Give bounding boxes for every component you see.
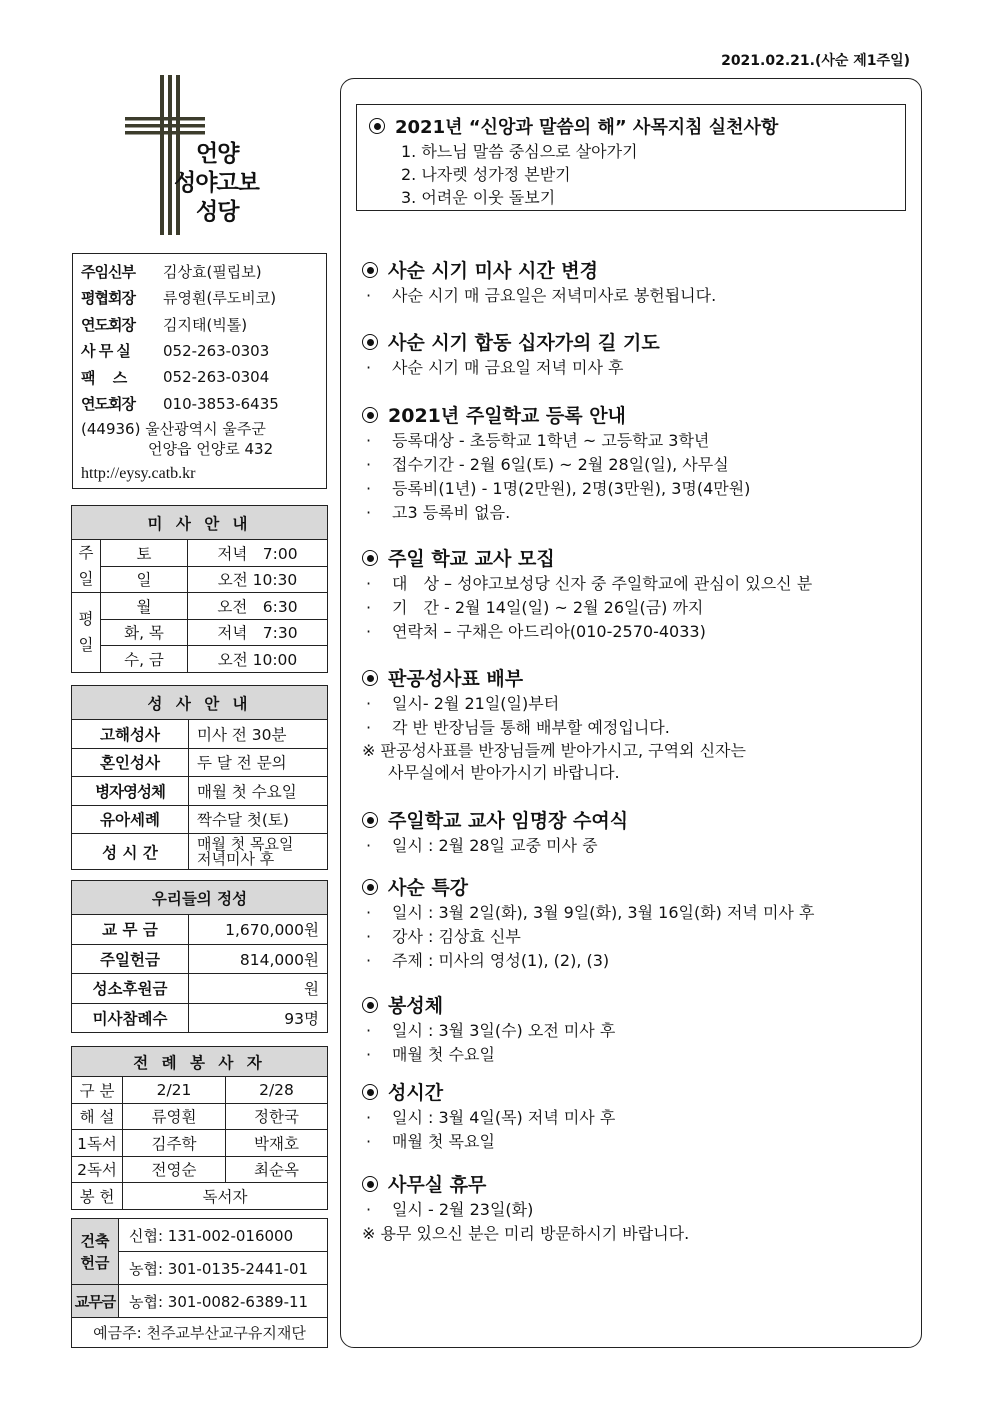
section-title: 주일 학교 교사 모집	[388, 548, 555, 570]
info-value: 류영훤(루도비코)	[163, 289, 277, 308]
liturgy-label: 구 분	[72, 1077, 123, 1104]
bullseye-icon	[362, 1176, 378, 1192]
info-label: 사 무 실	[81, 342, 130, 361]
notice-item: 일시 - 2월 23일(화)	[392, 1200, 534, 1219]
mass-day: 일	[101, 566, 188, 593]
guideline-item: 3. 어려운 이웃 돌보기	[401, 188, 556, 207]
info-row	[81, 391, 318, 418]
weekday-label: 평일	[72, 593, 101, 673]
table-title: 우리들의 정성	[72, 881, 328, 915]
notice-section	[362, 403, 912, 525]
bullet-dot: ·	[366, 622, 372, 641]
section-title: 2021년 주일학교 등록 안내	[388, 405, 626, 427]
notice-note: ※ 용무 있으신 분은 미리 방문하시기 바랍니다.	[362, 1224, 690, 1243]
notice-section	[362, 330, 912, 380]
notice-item: 매월 첫 수요일	[392, 1045, 495, 1064]
sacrament-info: 저녁미사 후	[197, 849, 275, 868]
notice-item: 일시 : 3월 2일(화), 3월 9일(화), 3월 16일(화) 저녁 미사 후	[392, 903, 815, 922]
mass-time: 오전 10:00	[188, 646, 328, 673]
bank-account-table	[71, 1218, 328, 1348]
bullet-dot: ·	[366, 286, 372, 305]
notice-section	[362, 875, 912, 973]
table-title: 전 례 봉 사 자	[72, 1047, 328, 1077]
notice-note: 사무실에서 받아가시기 바랍니다.	[388, 763, 620, 782]
notice-item: 각 반 반장님들 통해 배부할 예정입니다.	[392, 718, 670, 737]
info-label: 주임신부	[81, 262, 135, 281]
info-row	[81, 338, 318, 365]
sacrament-name: 성 시 간	[72, 834, 189, 870]
parish-logo-text	[174, 140, 259, 227]
mass-day: 토	[101, 540, 188, 567]
info-row	[81, 258, 318, 285]
info-value: 010-3853-6435	[163, 394, 279, 413]
section-title: 2021년 “신앙과 말씀의 해” 사목지침 실천사항	[395, 117, 779, 138]
liturgy-label: 2독서	[72, 1156, 123, 1183]
notice-item: 일시 : 3월 3일(수) 오전 미사 후	[392, 1021, 616, 1040]
address-line: 언양읍 언양로 432	[148, 440, 274, 458]
sunday-label: 주일	[72, 540, 101, 593]
sacrament-info: 미사 전 30분	[189, 720, 328, 749]
mass-time: 오전 6:30	[188, 593, 328, 620]
liturgy-label: 1독서	[72, 1130, 123, 1157]
bullseye-icon	[362, 334, 378, 350]
account-holder: 예금주: 천주교부산교구유지재단	[72, 1318, 328, 1348]
notice-section	[362, 808, 912, 858]
mass-day: 월	[101, 593, 188, 620]
info-label: 팩 스	[81, 368, 127, 387]
logo-line: 성야고보	[174, 170, 259, 196]
info-label: 연도회장	[81, 395, 135, 414]
logo-line: 성당	[196, 199, 239, 225]
bullseye-icon	[362, 812, 378, 828]
offering-label: 교 무 금	[72, 915, 189, 945]
fund-label: 교무금	[72, 1285, 119, 1318]
bullet-dot: ·	[366, 431, 372, 450]
bullet-dot: ·	[366, 1108, 372, 1127]
info-label: 연도회장	[81, 315, 135, 334]
account-number: 농협: 301-0082-6389-11	[119, 1285, 328, 1318]
notice-item: 주제 : 미사의 영성(1), (2), (3)	[392, 951, 610, 970]
notice-item: 일시 : 3월 4일(목) 저녁 미사 후	[392, 1108, 616, 1127]
notice-item: 연락처 – 구채은 아드리아(010-2570-4033)	[392, 622, 706, 641]
bullseye-icon	[362, 262, 378, 278]
info-row	[81, 311, 318, 338]
pastoral-guidelines	[356, 104, 906, 211]
liturgy-servers-table	[71, 1046, 328, 1210]
address-line: (44936) 울산광역시 울주군	[81, 420, 266, 438]
sacrament-name: 혼인성사	[72, 748, 189, 777]
bullseye-icon	[362, 670, 378, 686]
offering-label: 성소후원금	[72, 974, 189, 1004]
notice-section	[362, 993, 912, 1067]
section-title: 성시간	[388, 1082, 444, 1104]
liturgy-name: 최순옥	[226, 1156, 328, 1183]
section-title: 판공성사표 배부	[388, 668, 524, 690]
notice-section	[362, 1080, 912, 1154]
info-row	[81, 364, 318, 391]
sacrament-table	[71, 685, 328, 870]
notice-section	[362, 666, 912, 784]
notice-note: ※ 판공성사표를 반장님들께 받아가시고, 구역외 신자는	[362, 741, 746, 760]
bullet-dot: ·	[366, 694, 372, 713]
notice-item: 강사 : 김상효 신부	[392, 927, 521, 946]
liturgy-date: 2/28	[226, 1077, 328, 1104]
notice-item: 일시- 2월 21일(일)부터	[392, 694, 560, 713]
info-value: 052-263-0303	[163, 341, 270, 360]
sacrament-name: 유아세례	[72, 805, 189, 834]
bullet-dot: ·	[366, 1132, 372, 1151]
section-title: 사순 시기 미사 시간 변경	[388, 260, 598, 282]
offering-amount: 원	[189, 974, 328, 1004]
section-title: 사순 시기 합동 십자가의 길 기도	[388, 332, 660, 354]
info-label: 평협회장	[81, 289, 135, 308]
bullet-dot: ·	[366, 598, 372, 617]
offering-amount: 93명	[189, 1003, 328, 1033]
notice-item: 등록대상 - 초등학교 1학년 ~ 고등학교 3학년	[392, 431, 710, 450]
section-title: 사순 특강	[388, 877, 469, 899]
bullet-dot: ·	[366, 836, 372, 855]
liturgy-name: 정한국	[226, 1103, 328, 1130]
guideline-item: 2. 나자렛 성가정 본받기	[401, 165, 571, 184]
table-title: 미 사 안 내	[72, 506, 328, 540]
notice-section	[362, 546, 912, 644]
bullet-dot: ·	[366, 503, 372, 522]
bullet-dot: ·	[366, 718, 372, 737]
mass-time: 저녁 7:00	[188, 540, 328, 567]
bullet-dot: ·	[366, 1021, 372, 1040]
liturgy-name: 전영순	[123, 1156, 226, 1183]
guideline-item: 1. 하느님 말씀 중심으로 살아가기	[401, 142, 638, 161]
notice-item: 사순 시기 매 금요일은 저녁미사로 봉헌됩니다.	[392, 286, 717, 305]
fund-label: 건축헌금	[80, 1231, 110, 1272]
notice-section	[362, 1172, 912, 1246]
notice-item: 대 상 – 성야고보성당 신자 중 주일학교에 관심이 있으신 분	[392, 574, 813, 593]
offering-table	[71, 880, 328, 1033]
liturgy-name: 박재호	[226, 1130, 328, 1157]
bullet-dot: ·	[366, 927, 372, 946]
bullet-dot: ·	[366, 903, 372, 922]
notice-item: 기 간 - 2월 14일(일) ~ 2월 26일(금) 까지	[392, 598, 704, 617]
mass-day: 화, 목	[101, 619, 188, 646]
account-number: 신협: 131-002-016000	[119, 1219, 328, 1252]
bullseye-icon	[362, 879, 378, 895]
info-value: 김상효(필립보)	[163, 262, 262, 281]
sacrament-info: 짝수달 첫(토)	[189, 805, 328, 834]
notice-item: 고3 등록비 없음.	[392, 503, 511, 522]
liturgy-name: 류영훤	[123, 1103, 226, 1130]
bullet-dot: ·	[366, 1200, 372, 1219]
liturgy-label: 해 설	[72, 1103, 123, 1130]
notice-item: 사순 시기 매 금요일 저녁 미사 후	[392, 358, 624, 377]
section-title: 주일학교 교사 임명장 수여식	[388, 810, 629, 832]
bullet-dot: ·	[366, 358, 372, 377]
logo-line: 언양	[196, 141, 239, 167]
account-number: 농협: 301-0135-2441-01	[119, 1252, 328, 1285]
contact-info	[72, 253, 327, 489]
bullseye-icon	[369, 118, 385, 134]
bullet-dot: ·	[366, 479, 372, 498]
mass-time: 오전 10:30	[188, 566, 328, 593]
mass-schedule-table	[71, 505, 328, 673]
bullet-dot: ·	[366, 574, 372, 593]
bullseye-icon	[362, 407, 378, 423]
notice-item: 일시 : 2월 28일 교중 미사 중	[392, 836, 598, 855]
liturgy-date: 2/21	[123, 1077, 226, 1104]
website-link[interactable]: http://eysy.catb.kr	[81, 465, 196, 482]
liturgy-label: 봉 헌	[72, 1183, 123, 1210]
offering-label: 미사참례수	[72, 1003, 189, 1033]
section-title: 사무실 휴무	[388, 1174, 487, 1196]
notice-item: 등록비(1년) - 1명(2만원), 2명(3만원), 3명(4만원)	[392, 479, 751, 498]
sacrament-name: 병자영성체	[72, 777, 189, 806]
notice-section	[362, 258, 912, 308]
sacrament-name: 고해성사	[72, 720, 189, 749]
bulletin-date: 2021.02.21.(사순 제1주일)	[721, 53, 910, 69]
liturgy-name: 독서자	[123, 1183, 328, 1210]
sacrament-info: 두 달 전 문의	[189, 748, 328, 777]
bullet-dot: ·	[366, 1045, 372, 1064]
notice-item: 접수기간 - 2월 6일(토) ~ 2월 28일(일), 사무실	[392, 455, 729, 474]
sacrament-info: 매월 첫 목요일	[197, 834, 294, 853]
bullet-dot: ·	[366, 455, 372, 474]
mass-day: 수, 금	[101, 646, 188, 673]
address	[81, 419, 318, 459]
sacrament-info: 매월 첫 수요일	[189, 777, 328, 806]
notice-item: 매월 첫 목요일	[392, 1132, 495, 1151]
info-row	[81, 285, 318, 312]
info-value: 052-263-0304	[163, 368, 270, 387]
table-title: 성 사 안 내	[72, 686, 328, 720]
offering-amount: 814,000원	[189, 944, 328, 974]
bullseye-icon	[362, 997, 378, 1013]
bullet-dot: ·	[366, 951, 372, 970]
bullseye-icon	[362, 1084, 378, 1100]
info-value: 김지태(빅톨)	[163, 315, 248, 334]
section-title: 봉성체	[388, 995, 444, 1017]
offering-label: 주일헌금	[72, 944, 189, 974]
mass-time: 저녁 7:30	[188, 619, 328, 646]
bullseye-icon	[362, 550, 378, 566]
liturgy-name: 김주학	[123, 1130, 226, 1157]
offering-amount: 1,670,000원	[189, 915, 328, 945]
